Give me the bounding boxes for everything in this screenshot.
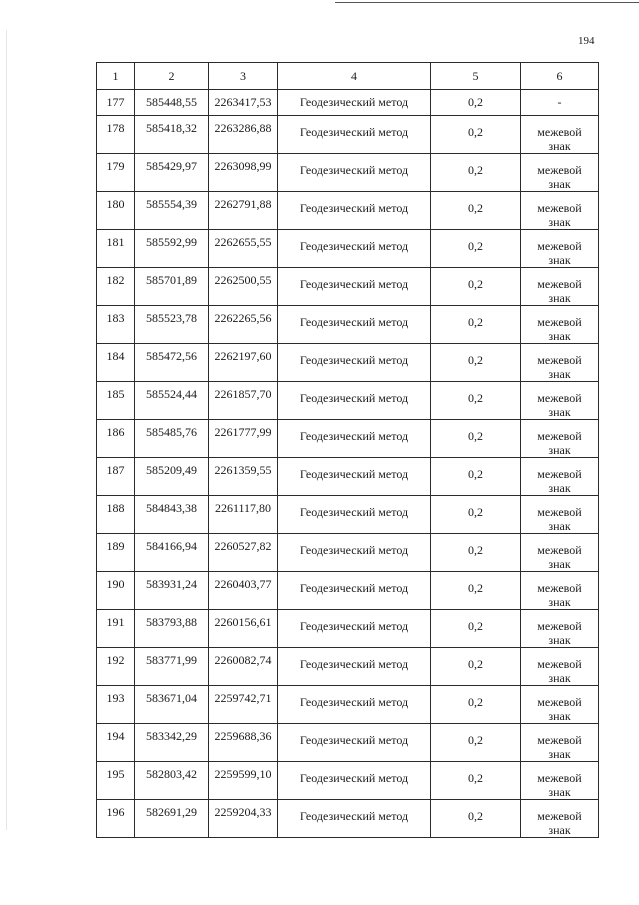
marker-cell: [521, 686, 599, 724]
point-number-cell: [97, 800, 135, 838]
point-number-cell: [97, 306, 135, 344]
method-cell-text: Геодезический метод: [299, 429, 409, 443]
method-cell: [278, 572, 431, 610]
method-cell-text: Геодезический метод: [299, 315, 409, 329]
y-coordinate-cell-text: 2260403,77: [214, 577, 272, 591]
table-row: [97, 762, 599, 800]
point-number-cell: [97, 572, 135, 610]
y-coordinate-cell: [209, 572, 278, 610]
method-cell-text: Геодезический метод: [299, 277, 409, 291]
point-number-cell-text: 178: [106, 121, 125, 135]
table-row: [97, 192, 599, 230]
method-cell: [278, 192, 431, 230]
marker-cell-text: межевой знак: [537, 429, 582, 457]
accuracy-cell: [431, 344, 521, 382]
table-body: [97, 63, 599, 838]
accuracy-cell-text: 0,2: [468, 201, 483, 215]
y-coordinate-cell-text: 2260156,61: [214, 615, 272, 629]
marker-cell: [521, 192, 599, 230]
accuracy-cell: [431, 116, 521, 154]
table-row: [97, 534, 599, 572]
accuracy-cell-text: 0,2: [468, 239, 483, 253]
point-number-cell: [97, 116, 135, 154]
point-number-cell-text: 187: [106, 463, 125, 477]
table-row: [97, 800, 599, 838]
header-cell-2: 2: [135, 63, 209, 90]
x-coordinate-cell-text: 585592,99: [146, 235, 197, 249]
method-cell: [278, 344, 431, 382]
accuracy-cell-text: 0,2: [468, 543, 483, 557]
x-coordinate-cell: [135, 800, 209, 838]
marker-cell-text: межевой знак: [537, 201, 582, 229]
marker-cell: [521, 572, 599, 610]
point-number-cell-text: 184: [106, 349, 125, 363]
header-cell-3: 3: [209, 63, 278, 90]
point-number-cell-text: 177: [106, 95, 125, 109]
method-cell-text: Геодезический метод: [299, 95, 409, 109]
accuracy-cell-text: 0,2: [468, 163, 483, 177]
marker-cell-text: межевой знак: [537, 695, 582, 723]
header-cell-5: 5: [431, 63, 521, 90]
y-coordinate-cell: [209, 648, 278, 686]
marker-cell: [521, 800, 599, 838]
table-row: [97, 382, 599, 420]
marker-cell: [521, 230, 599, 268]
marker-cell-text: -: [557, 95, 562, 109]
y-coordinate-cell: [209, 420, 278, 458]
x-coordinate-cell: [135, 686, 209, 724]
point-number-cell-text: 179: [106, 159, 125, 173]
point-number-cell: [97, 762, 135, 800]
x-coordinate-cell: [135, 458, 209, 496]
y-coordinate-cell: [209, 90, 278, 116]
accuracy-cell: [431, 268, 521, 306]
method-cell-text: Геодезический метод: [299, 467, 409, 481]
x-coordinate-cell: [135, 344, 209, 382]
y-coordinate-cell: [209, 230, 278, 268]
x-coordinate-cell-text: 582691,29: [146, 805, 197, 819]
accuracy-cell-text: 0,2: [468, 809, 483, 823]
accuracy-cell-text: 0,2: [468, 771, 483, 785]
table-header-row: [97, 63, 599, 90]
marker-cell-text: межевой знак: [537, 657, 582, 685]
point-number-cell-text: 193: [106, 691, 125, 705]
method-cell: [278, 724, 431, 762]
point-number-cell-text: 180: [106, 197, 125, 211]
y-coordinate-cell: [209, 344, 278, 382]
method-cell: [278, 762, 431, 800]
x-coordinate-cell-text: 583771,99: [146, 653, 197, 667]
method-cell: [278, 686, 431, 724]
x-coordinate-cell: [135, 534, 209, 572]
marker-cell-text: межевой знак: [537, 505, 582, 533]
y-coordinate-cell-text: 2262791,88: [214, 197, 272, 211]
method-cell-text: Геодезический метод: [299, 125, 409, 139]
x-coordinate-cell-text: 585418,32: [146, 121, 197, 135]
y-coordinate-cell: [209, 306, 278, 344]
method-cell-text: Геодезический метод: [299, 695, 409, 709]
method-cell-text: Геодезический метод: [299, 543, 409, 557]
method-cell: [278, 610, 431, 648]
x-coordinate-cell: [135, 648, 209, 686]
point-number-cell-text: 185: [106, 387, 125, 401]
marker-cell: [521, 420, 599, 458]
marker-cell: [521, 762, 599, 800]
x-coordinate-cell: [135, 496, 209, 534]
header-cell-6: 6: [521, 63, 599, 90]
point-number-cell-text: 189: [106, 539, 125, 553]
point-number-cell-text: 186: [106, 425, 125, 439]
method-cell: [278, 458, 431, 496]
point-number-cell: [97, 686, 135, 724]
top-rule: [335, 2, 639, 3]
x-coordinate-cell: [135, 154, 209, 192]
scan-edge: [6, 30, 7, 830]
marker-cell: [521, 306, 599, 344]
x-coordinate-cell-text: 584843,38: [146, 501, 197, 515]
table-row: [97, 230, 599, 268]
marker-cell-text: межевой знак: [537, 353, 582, 381]
method-cell-text: Геодезический метод: [299, 619, 409, 633]
accuracy-cell-text: 0,2: [468, 277, 483, 291]
y-coordinate-cell-text: 2260082,74: [214, 653, 272, 667]
table-row: [97, 724, 599, 762]
y-coordinate-cell-text: 2262500,55: [214, 273, 272, 287]
point-number-cell: [97, 230, 135, 268]
table-row: [97, 268, 599, 306]
accuracy-cell: [431, 90, 521, 116]
x-coordinate-cell-text: 585524,44: [146, 387, 197, 401]
method-cell: [278, 800, 431, 838]
y-coordinate-cell-text: 2261117,80: [214, 501, 272, 515]
accuracy-cell-text: 0,2: [468, 315, 483, 329]
marker-cell: [521, 458, 599, 496]
marker-cell: [521, 344, 599, 382]
point-number-cell-text: 195: [106, 767, 125, 781]
method-cell: [278, 496, 431, 534]
table-row: [97, 648, 599, 686]
x-coordinate-cell: [135, 90, 209, 116]
point-number-cell-text: 194: [106, 729, 125, 743]
x-coordinate-cell: [135, 230, 209, 268]
method-cell: [278, 90, 431, 116]
x-coordinate-cell: [135, 420, 209, 458]
marker-cell: [521, 648, 599, 686]
y-coordinate-cell-text: 2263286,88: [214, 121, 272, 135]
y-coordinate-cell-text: 2262265,56: [214, 311, 272, 325]
method-cell: [278, 268, 431, 306]
page-number: 194: [578, 35, 595, 47]
accuracy-cell: [431, 724, 521, 762]
table-row: [97, 116, 599, 154]
method-cell-text: Геодезический метод: [299, 771, 409, 785]
point-number-cell: [97, 610, 135, 648]
point-number-cell: [97, 154, 135, 192]
method-cell-text: Геодезический метод: [299, 353, 409, 367]
accuracy-cell-text: 0,2: [468, 429, 483, 443]
marker-cell-text: межевой знак: [537, 125, 582, 153]
marker-cell: [521, 268, 599, 306]
method-cell-text: Геодезический метод: [299, 391, 409, 405]
method-cell: [278, 116, 431, 154]
y-coordinate-cell-text: 2259204,33: [214, 805, 272, 819]
y-coordinate-cell: [209, 610, 278, 648]
table-row: [97, 306, 599, 344]
x-coordinate-cell-text: 585701,89: [146, 273, 197, 287]
table-row: [97, 420, 599, 458]
method-cell: [278, 306, 431, 344]
y-coordinate-cell: [209, 382, 278, 420]
x-coordinate-cell: [135, 610, 209, 648]
point-number-cell: [97, 344, 135, 382]
method-cell: [278, 154, 431, 192]
table-row: [97, 344, 599, 382]
marker-cell-text: межевой знак: [537, 543, 582, 571]
marker-cell: [521, 382, 599, 420]
x-coordinate-cell-text: 583342,29: [146, 729, 197, 743]
accuracy-cell: [431, 230, 521, 268]
method-cell: [278, 230, 431, 268]
x-coordinate-cell-text: 585209,49: [146, 463, 197, 477]
table-row: [97, 90, 599, 116]
method-cell-text: Геодезический метод: [299, 733, 409, 747]
y-coordinate-cell: [209, 724, 278, 762]
point-number-cell: [97, 420, 135, 458]
method-cell-text: Геодезический метод: [299, 657, 409, 671]
marker-cell-text: межевой знак: [537, 581, 582, 609]
marker-cell-text: межевой знак: [537, 467, 582, 495]
x-coordinate-cell-text: 585485,76: [146, 425, 197, 439]
y-coordinate-cell-text: 2261857,70: [214, 387, 272, 401]
method-cell-text: Геодезический метод: [299, 201, 409, 215]
y-coordinate-cell: [209, 496, 278, 534]
y-coordinate-cell: [209, 800, 278, 838]
y-coordinate-cell: [209, 458, 278, 496]
accuracy-cell-text: 0,2: [468, 505, 483, 519]
method-cell: [278, 382, 431, 420]
header-cell-4: 4: [278, 63, 431, 90]
x-coordinate-cell: [135, 724, 209, 762]
marker-cell-text: межевой знак: [537, 771, 582, 799]
accuracy-cell: [431, 496, 521, 534]
method-cell: [278, 534, 431, 572]
marker-cell-text: межевой знак: [537, 163, 582, 191]
point-number-cell-text: 192: [106, 653, 125, 667]
marker-cell-text: межевой знак: [537, 809, 582, 837]
accuracy-cell: [431, 610, 521, 648]
table-row: [97, 458, 599, 496]
y-coordinate-cell: [209, 154, 278, 192]
marker-cell-text: межевой знак: [537, 315, 582, 343]
accuracy-cell-text: 0,2: [468, 467, 483, 481]
accuracy-cell: [431, 420, 521, 458]
y-coordinate-cell-text: 2259599,10: [214, 767, 272, 781]
marker-cell: [521, 534, 599, 572]
x-coordinate-cell: [135, 762, 209, 800]
accuracy-cell-text: 0,2: [468, 95, 483, 109]
accuracy-cell: [431, 572, 521, 610]
method-cell-text: Геодезический метод: [299, 581, 409, 595]
header-cell-1: 1: [97, 63, 135, 90]
y-coordinate-cell: [209, 686, 278, 724]
point-number-cell: [97, 90, 135, 116]
x-coordinate-cell-text: 585554,39: [146, 197, 197, 211]
y-coordinate-cell: [209, 762, 278, 800]
point-number-cell: [97, 496, 135, 534]
y-coordinate-cell-text: 2262197,60: [214, 349, 272, 363]
point-number-cell: [97, 534, 135, 572]
table-row: [97, 496, 599, 534]
accuracy-cell: [431, 192, 521, 230]
accuracy-cell-text: 0,2: [468, 353, 483, 367]
point-number-cell: [97, 724, 135, 762]
point-number-cell: [97, 192, 135, 230]
method-cell-text: Геодезический метод: [299, 239, 409, 253]
accuracy-cell-text: 0,2: [468, 657, 483, 671]
accuracy-cell-text: 0,2: [468, 125, 483, 139]
method-cell-text: Геодезический метод: [299, 505, 409, 519]
y-coordinate-cell-text: 2259688,36: [214, 729, 272, 743]
x-coordinate-cell-text: 583931,24: [146, 577, 197, 591]
marker-cell-text: межевой знак: [537, 277, 582, 305]
x-coordinate-cell-text: 585472,56: [146, 349, 197, 363]
point-number-cell-text: 188: [106, 501, 125, 515]
y-coordinate-cell-text: 2261359,55: [214, 463, 272, 477]
marker-cell-text: межевой знак: [537, 391, 582, 419]
marker-cell-text: межевой знак: [537, 619, 582, 647]
method-cell-text: Геодезический метод: [299, 163, 409, 177]
accuracy-cell: [431, 648, 521, 686]
x-coordinate-cell-text: 585448,55: [146, 95, 197, 109]
accuracy-cell: [431, 382, 521, 420]
y-coordinate-cell-text: 2263417,53: [214, 95, 272, 109]
point-number-cell: [97, 382, 135, 420]
marker-cell-text: межевой знак: [537, 733, 582, 761]
method-cell: [278, 420, 431, 458]
marker-cell: [521, 496, 599, 534]
y-coordinate-cell-text: 2259742,71: [214, 691, 272, 705]
method-cell: [278, 648, 431, 686]
x-coordinate-cell-text: 585429,97: [146, 159, 197, 173]
x-coordinate-cell: [135, 382, 209, 420]
point-number-cell: [97, 648, 135, 686]
y-coordinate-cell: [209, 268, 278, 306]
point-number-cell: [97, 268, 135, 306]
accuracy-cell: [431, 762, 521, 800]
point-number-cell-text: 196: [106, 805, 125, 819]
method-cell-text: Геодезический метод: [299, 809, 409, 823]
y-coordinate-cell: [209, 534, 278, 572]
table-row: [97, 686, 599, 724]
accuracy-cell: [431, 458, 521, 496]
marker-cell: [521, 724, 599, 762]
accuracy-cell-text: 0,2: [468, 695, 483, 709]
coordinates-table: [96, 62, 599, 838]
x-coordinate-cell-text: 584166,94: [146, 539, 197, 553]
accuracy-cell: [431, 154, 521, 192]
x-coordinate-cell: [135, 192, 209, 230]
y-coordinate-cell-text: 2263098,99: [214, 159, 272, 173]
y-coordinate-cell-text: 2261777,99: [214, 425, 272, 439]
accuracy-cell-text: 0,2: [468, 619, 483, 633]
marker-cell: [521, 154, 599, 192]
accuracy-cell-text: 0,2: [468, 391, 483, 405]
x-coordinate-cell: [135, 268, 209, 306]
x-coordinate-cell: [135, 306, 209, 344]
y-coordinate-cell: [209, 192, 278, 230]
accuracy-cell-text: 0,2: [468, 581, 483, 595]
accuracy-cell: [431, 686, 521, 724]
marker-cell-text: межевой знак: [537, 239, 582, 267]
x-coordinate-cell: [135, 116, 209, 154]
x-coordinate-cell-text: 582803,42: [146, 767, 197, 781]
accuracy-cell: [431, 534, 521, 572]
accuracy-cell-text: 0,2: [468, 733, 483, 747]
marker-cell: [521, 610, 599, 648]
point-number-cell: [97, 458, 135, 496]
x-coordinate-cell-text: 583793,88: [146, 615, 197, 629]
y-coordinate-cell-text: 2262655,55: [214, 235, 272, 249]
marker-cell: [521, 90, 599, 116]
x-coordinate-cell: [135, 572, 209, 610]
y-coordinate-cell-text: 2260527,82: [214, 539, 272, 553]
y-coordinate-cell: [209, 116, 278, 154]
point-number-cell-text: 191: [106, 615, 125, 629]
point-number-cell-text: 183: [106, 311, 125, 325]
table-row: [97, 610, 599, 648]
accuracy-cell: [431, 800, 521, 838]
point-number-cell-text: 182: [106, 273, 125, 287]
x-coordinate-cell-text: 585523,78: [146, 311, 197, 325]
marker-cell: [521, 116, 599, 154]
point-number-cell-text: 190: [106, 577, 125, 591]
x-coordinate-cell-text: 583671,04: [146, 691, 197, 705]
point-number-cell-text: 181: [106, 235, 125, 249]
accuracy-cell: [431, 306, 521, 344]
table-row: [97, 154, 599, 192]
table-row: [97, 572, 599, 610]
